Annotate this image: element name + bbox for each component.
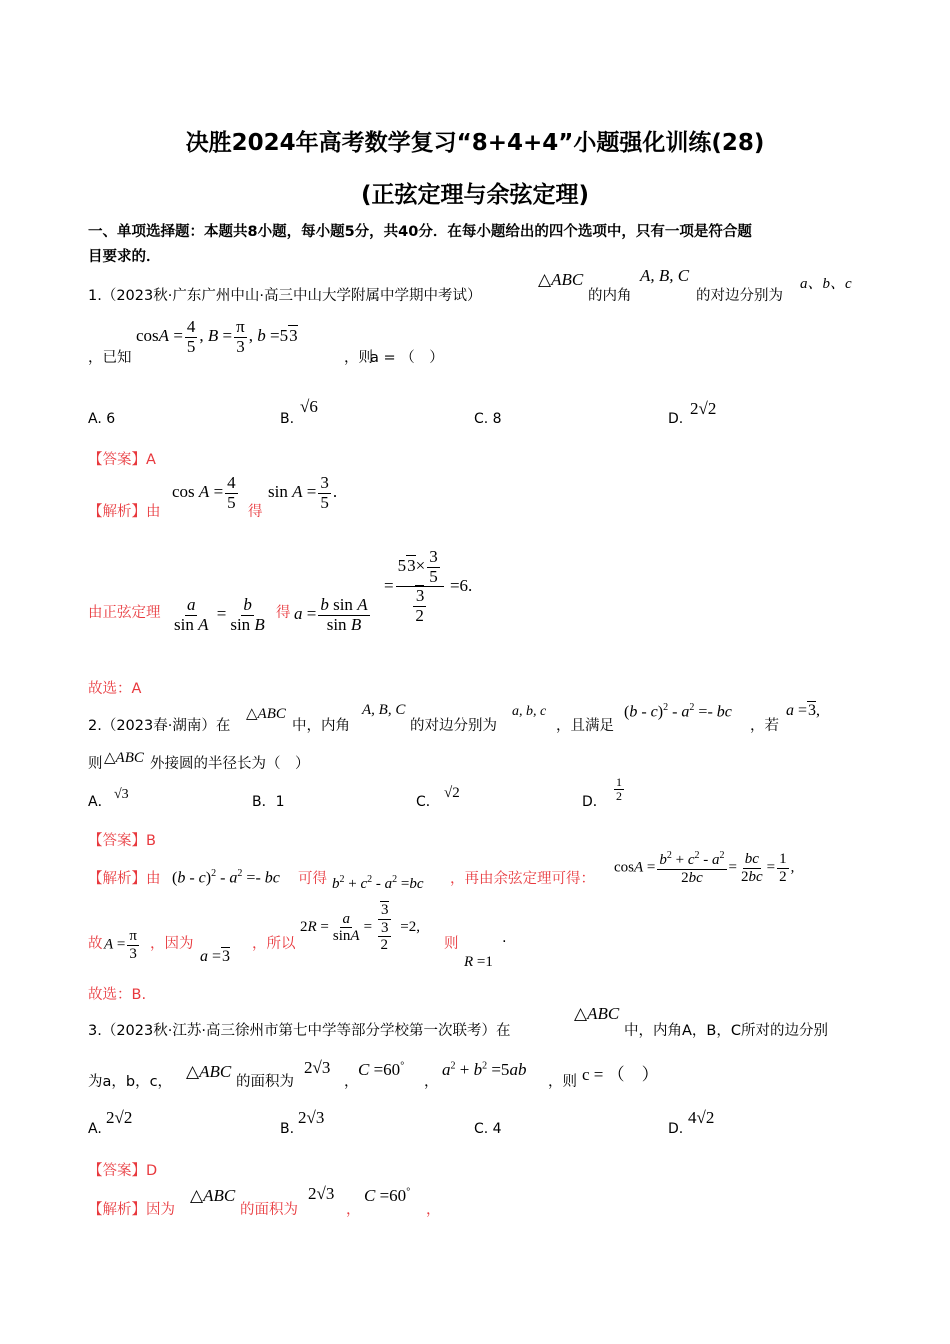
q1-analysis-sin: sin A = $\frac{3}{5}$ .: [268, 473, 338, 512]
q3-option-a-math: 2√2: [106, 1108, 133, 1127]
q3-triangle-2: △ABC: [186, 1062, 232, 1081]
q2-triangle-2: △ABC: [104, 750, 144, 766]
q2-answer: 【答案】B: [88, 833, 156, 849]
q3-triangle: △ABC: [574, 1004, 620, 1023]
q3-option-d: D.: [668, 1121, 684, 1137]
page-title: 决胜2024年高考数学复习“8+4+4”小题强化训练(28): [185, 130, 765, 156]
q1-sides: a、b、c: [800, 276, 852, 292]
q2-text: 则: [88, 756, 103, 772]
q2-option-b: B．1: [252, 794, 285, 810]
q3-cond1: C =60°: [358, 1060, 405, 1079]
q3-text: 的面积为: [236, 1074, 294, 1090]
q1-option-c: C. 8: [474, 411, 502, 427]
q2-analysis-cos: cosA = $\frac{b^2 + c^2 - a^2}{2bc}$ = $\frac{bc}{2bc}$ = $\frac{1}{2}$ ,: [614, 850, 795, 886]
q1-answer: 【答案】A: [88, 452, 156, 468]
q3-source: 3.（2023秋·江苏·高三徐州市第七中学等部分学校第一次联考）在: [88, 1023, 511, 1039]
q1-option-d-math: 2√2: [690, 399, 717, 418]
q1-text: 的内角: [588, 288, 632, 304]
q2-choose: 故选：B.: [88, 987, 147, 1003]
q2-angles: A, B, C: [362, 702, 406, 718]
q1-text: 的对边分别为: [696, 288, 783, 304]
q1-choose: 故选：A: [88, 681, 142, 697]
q3-cond2: $a^2 + b^2 =5ab$: [442, 1060, 527, 1079]
q2-option-d: D．: [582, 794, 607, 810]
q1-analysis-text: 得: [276, 605, 291, 621]
q1-analysis-label2: 由正弦定理: [88, 605, 161, 621]
q2-analysis-text: 则: [444, 936, 459, 952]
q1-source: 1.（2023秋·广东广州中山·高三中山大学附属中学期中考试）: [88, 288, 482, 304]
q2-text: ，若: [750, 718, 779, 734]
q2-triangle: △ABC: [246, 706, 286, 722]
q3-analysis-text: 的面积为: [240, 1202, 298, 1218]
q1-analysis-cos: cos A = $\frac{4}{5}$: [172, 473, 236, 512]
q2-sides: a, b, c: [512, 704, 547, 719]
page-subtitle: (正弦定理与余弦定理): [360, 182, 590, 208]
q2-analysis-text: ，因为: [150, 936, 194, 952]
q2-option-a: A．: [88, 794, 112, 810]
q2-option-c-math: √2: [444, 785, 460, 801]
q2-analysis-text: ，所以: [252, 936, 296, 952]
q1-given: cosA = $\frac{4}{5}$ , B = $\frac{\pi}{3}$ , b =53: [136, 317, 298, 356]
q3-analysis-comma: ，: [426, 1202, 441, 1218]
q3-analysis-triangle: △ABC: [190, 1186, 236, 1205]
q1-text: ，则: [344, 350, 373, 366]
q1-analysis-label: 【解析】由: [88, 504, 161, 520]
q2-a-value: a =3: [200, 948, 231, 965]
q3-option-b: B.: [280, 1121, 295, 1137]
q3-comma: ，: [424, 1074, 439, 1090]
q3-text: ，则: [548, 1074, 577, 1090]
q3-answer: 【答案】D: [88, 1163, 158, 1179]
q3-text: 为a，b，c，: [88, 1074, 173, 1090]
q3-analysis-label: 【解析】因为: [88, 1202, 175, 1218]
q2-analysis-2: $b^2 + c^2 - a^2 =bc$: [332, 874, 424, 892]
q2-option-d-math: $\frac{1}{2}$: [616, 775, 622, 804]
q2-r-value: R =1: [464, 954, 493, 970]
q1-sine-result: a = $\frac{\text{b sin A}}{\text{sin B}}$: [294, 595, 368, 634]
q3-text: 中，内角A，B，C所对的边分别: [624, 1023, 828, 1039]
section-heading-cont: 目要求的．: [88, 249, 161, 265]
q2-text: ，且满足: [556, 718, 614, 734]
q2-analysis-label: 【解析】由: [88, 871, 161, 887]
q3-option-c: C. 4: [474, 1121, 502, 1137]
q2-option-c: C．: [416, 794, 440, 810]
q2-cond2: a =3,: [786, 702, 821, 719]
q3-analysis-c: C =60°: [364, 1186, 411, 1205]
q2-text: 中，内角: [292, 718, 350, 734]
q1-triangle: △ABC: [538, 270, 584, 289]
q1-angles: A, B, C: [640, 266, 690, 285]
q2-angle-a: A = $\frac{\pi}{3}$: [104, 928, 137, 962]
q2-analysis-1: $(b - c)^2 - a^2$ =- bc: [172, 868, 280, 887]
q1-analysis-text: 得: [248, 504, 263, 520]
q3-ask: c = （ ）: [582, 1065, 659, 1084]
q2-source: 2.（2023春·湖南）在: [88, 718, 231, 734]
q2-cond: $(b - c)^2 - a^2$ =- bc: [624, 702, 732, 721]
q1-ask: a = （ ）: [370, 350, 444, 366]
q3-analysis-comma: ，: [346, 1202, 361, 1218]
q2-option-a-math: √3: [114, 787, 129, 802]
q2-analysis-label2: 故: [88, 936, 103, 952]
q2-circumradius: 2R = $\frac{a}{\sin A}$ = $\frac{3}{\frac{3}{2}}$ =2,: [300, 902, 421, 953]
q2-text: 外接圆的半径长为（ ）: [150, 756, 310, 772]
q3-analysis-area: 2√3: [308, 1184, 335, 1203]
q1-option-b: B.: [280, 411, 295, 427]
q1-text: ，已知: [88, 350, 132, 366]
q3-area: 2√3: [304, 1058, 331, 1077]
q2-analysis-text: ，再由余弦定理可得：: [450, 871, 595, 887]
q2-analysis-text: 可得: [298, 871, 327, 887]
q3-option-d-math: 4√2: [688, 1108, 715, 1127]
q2-text: 的对边分别为: [410, 718, 497, 734]
q1-option-a: A. 6: [88, 411, 116, 427]
q1-option-b-math: √6: [300, 397, 318, 416]
q3-option-b-math: 2√3: [298, 1108, 325, 1127]
q1-sine-law: $\frac{a}{\text{sin A}}$ = $\frac{b}{\text{sin B}}$: [174, 595, 265, 634]
q3-comma: ，: [344, 1074, 359, 1090]
q1-sine-result-2: = 53× $\frac{3}{5}$ $\frac{3}{2}$ =6.: [384, 547, 473, 626]
q2-period: .: [502, 930, 507, 946]
q1-option-d: D.: [668, 411, 684, 427]
section-heading: 一、单项选择题：本题共8小题，每小题5分，共40分．在每小题给出的四个选项中，只有一项是符合题: [88, 224, 752, 240]
q3-option-a: A.: [88, 1121, 102, 1137]
